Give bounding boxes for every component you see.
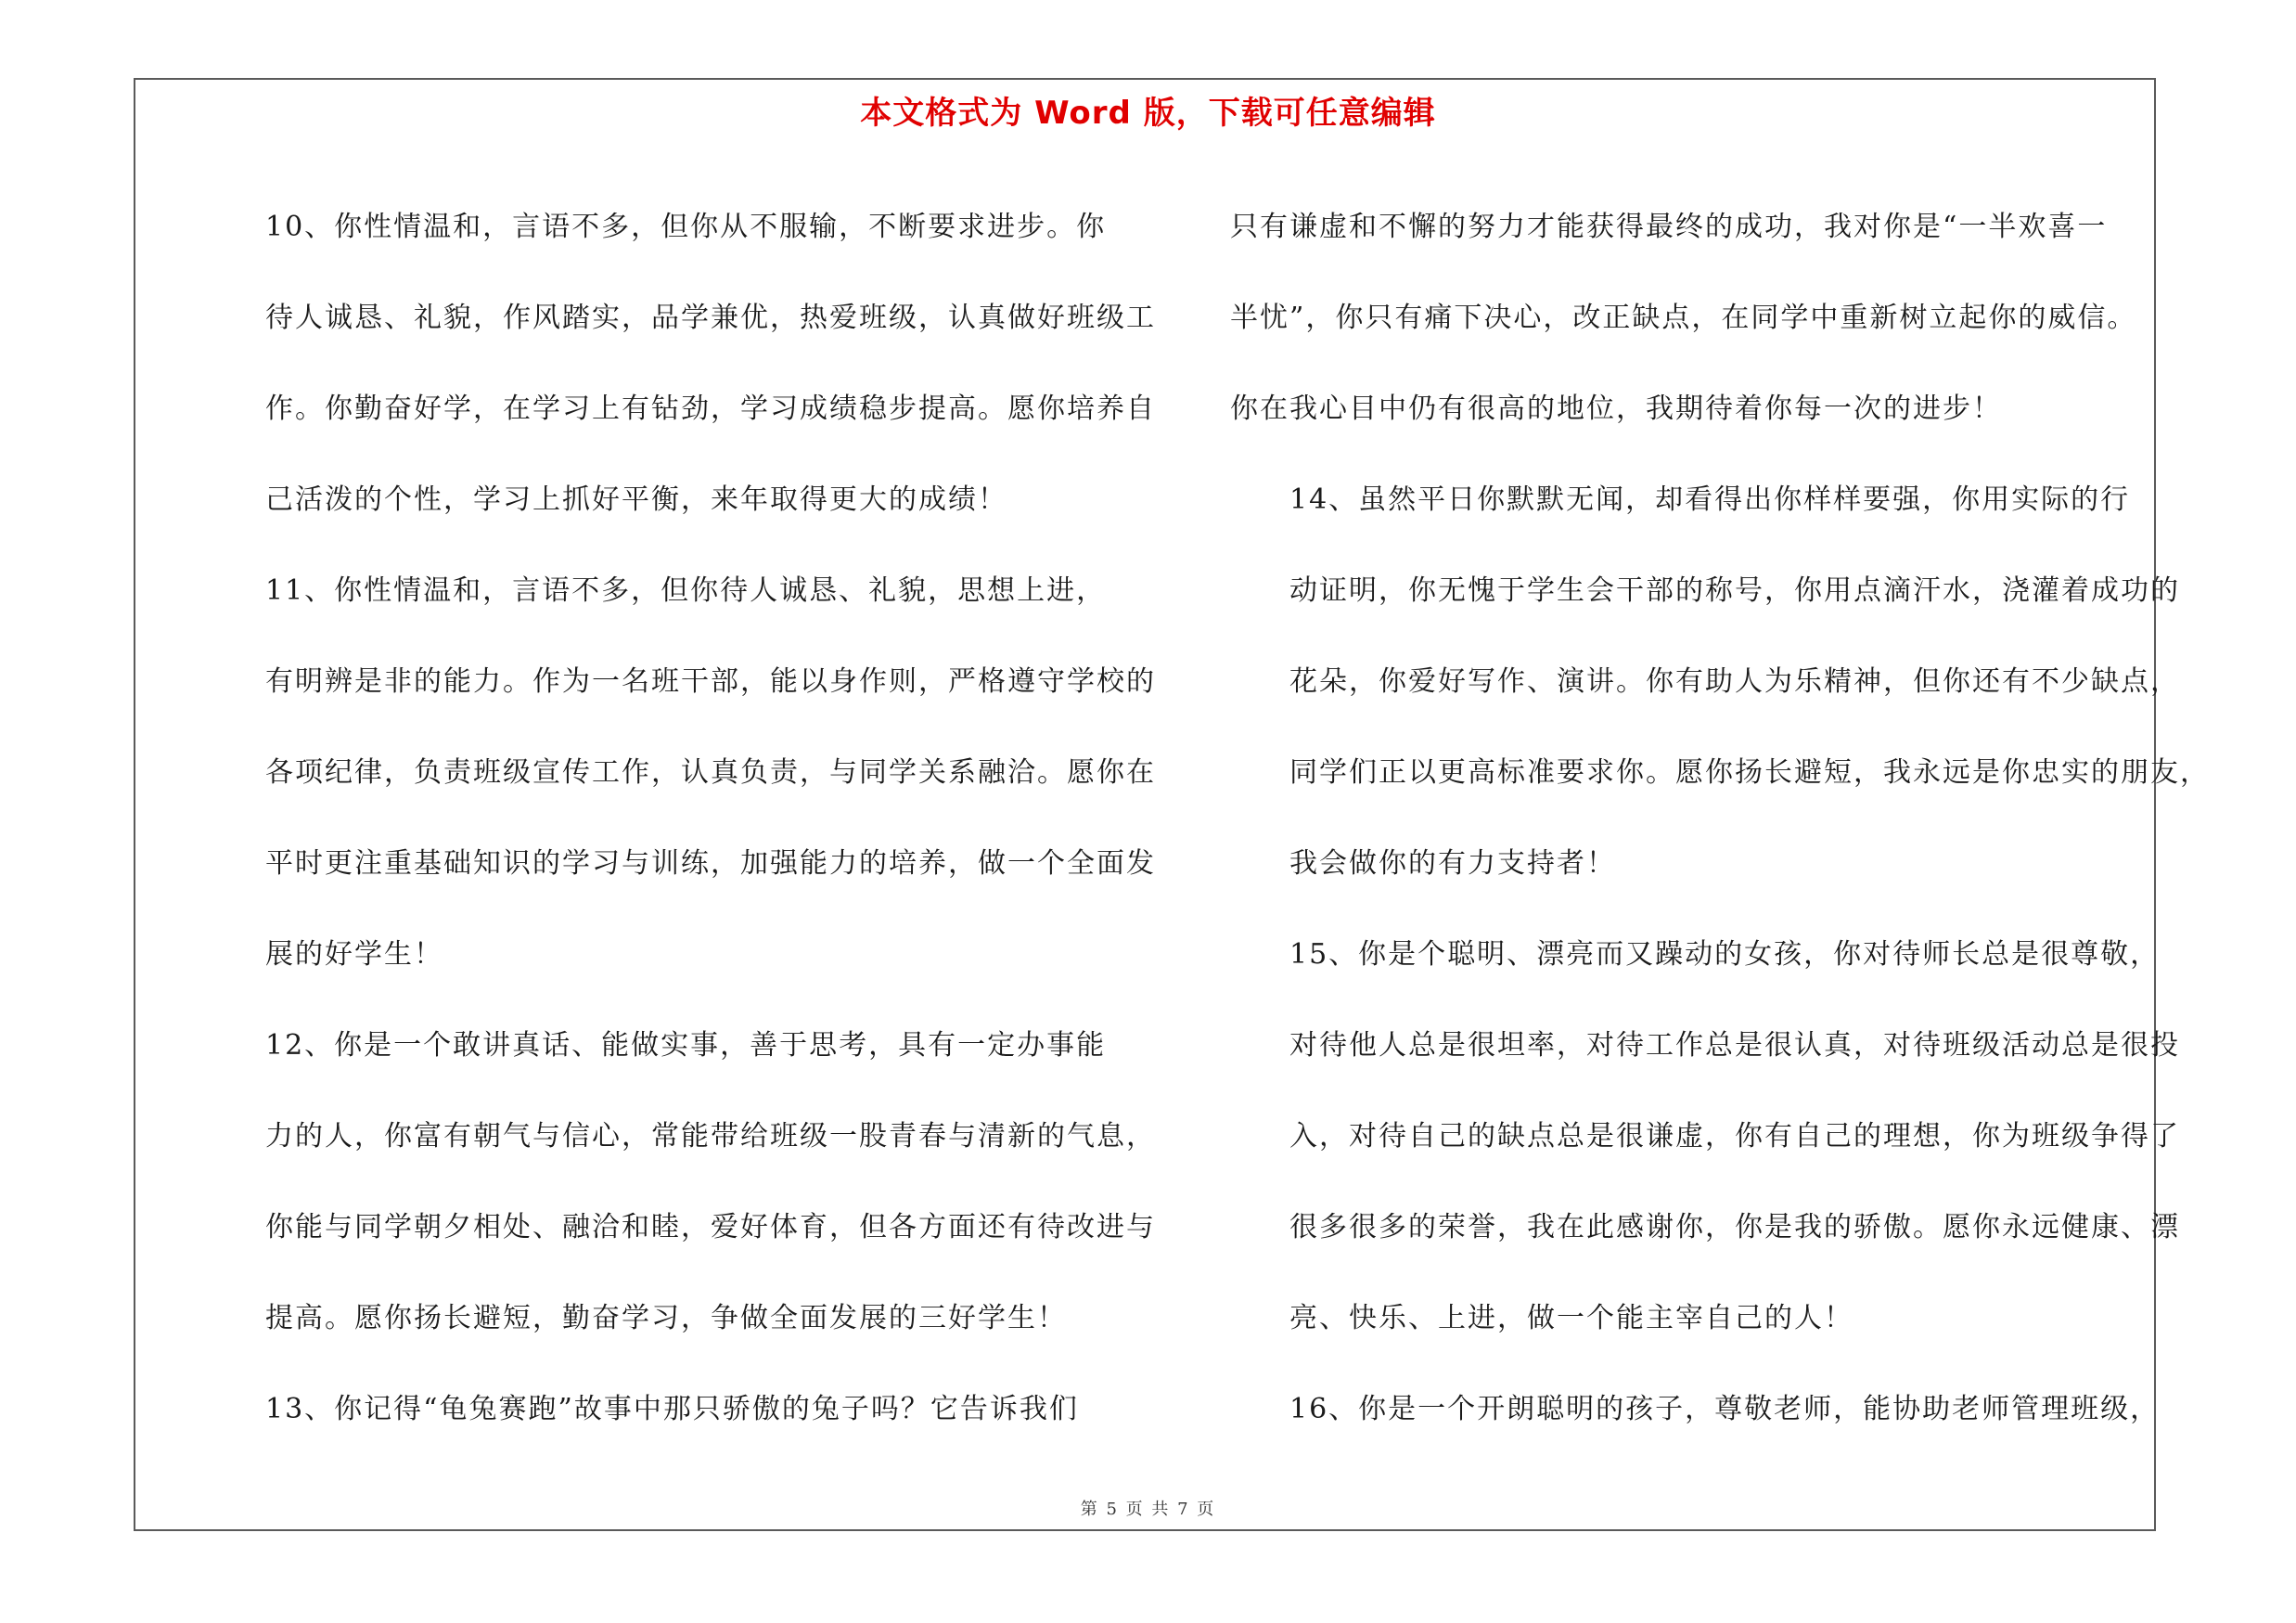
text-line: 12、你是一个敢讲真话、能做实事，善于思考，具有一定办事能	[265, 1029, 1107, 1062]
text-line: 很多很多的荣誉，我在此感谢你，你是我的骄傲。愿你永远健康、漂	[1289, 1211, 2180, 1243]
text-line: 你能与同学朝夕相处、融洽和睦，爱好体育，但各方面还有待改进与	[265, 1211, 1156, 1243]
comment-paragraph	[1230, 909, 2180, 1364]
comment-paragraph	[206, 1000, 1156, 1364]
left-column	[206, 182, 1156, 1455]
text-line: 动证明，你无愧于学生会干部的称号，你用点滴汗水，浇灌着成功的	[1289, 574, 2180, 607]
text-line: 你在我心目中仍有很高的地位，我期待着你每一次的进步！	[1230, 393, 2002, 425]
text-line: 展的好学生！	[265, 938, 443, 971]
comment-paragraph	[1230, 1364, 2161, 1455]
right-column	[1230, 182, 2210, 1455]
text-line: 同学们正以更高标准要求你。愿你扬长避短，我永远是你忠实的朋友，	[1289, 756, 2210, 789]
text-line: 作。你勤奋好学，在学习上有钻劲，学习成绩稳步提高。愿你培养自	[265, 393, 1156, 425]
text-line: 亮、快乐、上进，做一个能主宰自己的人！	[1289, 1302, 1853, 1334]
text-line: 10、你性情温和，言语不多，但你从不服输，不断要求进步。你	[265, 211, 1107, 243]
text-line: 半忧”，你只有痛下决心，改正缺点，在同学中重新树立起你的威信。	[1230, 302, 2137, 334]
comment-paragraph	[206, 1364, 1124, 1455]
comment-paragraph	[206, 546, 1156, 1000]
text-line: 对待他人总是很坦率，对待工作总是很认真，对待班级活动总是很投	[1289, 1029, 2180, 1062]
text-line: 己活泼的个性，学习上抓好平衡，来年取得更大的成绩！	[265, 483, 1007, 516]
page-number-footer: 第 5 页 共 7 页	[1080, 1500, 1216, 1519]
text-line: 平时更注重基础知识的学习与训练，加强能力的培养，做一个全面发	[265, 847, 1156, 880]
text-line: 各项纪律，负责班级宣传工作，认真负责，与同学关系融洽。愿你在	[265, 756, 1156, 789]
text-line: 待人诚恳、礼貌，作风踏实，品学兼优，热爱班级，认真做好班级工	[265, 302, 1156, 334]
text-line: 只有谦虚和不懈的努力才能获得最终的成功，我对你是“一半欢喜一	[1230, 211, 2108, 243]
text-line: 15、你是个聪明、漂亮而又躁动的女孩，你对待师长总是很尊敬，	[1289, 938, 2161, 971]
comment-paragraph	[1230, 182, 2158, 455]
comment-paragraph	[206, 182, 1156, 546]
text-line: 有明辨是非的能力。作为一名班干部，能以身作则，严格遵守学校的	[265, 665, 1156, 698]
comment-paragraph	[1230, 455, 2210, 909]
text-line: 13、你记得“龟兔赛跑”故事中那只骄傲的兔子吗？它告诉我们	[265, 1393, 1079, 1425]
text-line: 11、你性情温和，言语不多，但你待人诚恳、礼貌，思想上进，	[265, 574, 1107, 607]
format-notice-banner: 本文格式为 Word 版，下载可任意编辑	[860, 95, 1436, 132]
text-line: 力的人，你富有朝气与信心，常能带给班级一股青春与清新的气息，	[265, 1120, 1156, 1153]
text-line: 花朵，你爱好写作、演讲。你有助人为乐精神，但你还有不少缺点，	[1289, 665, 2180, 698]
text-line: 入，对待自己的缺点总是很谦虚，你有自己的理想，你为班级争得了	[1289, 1120, 2180, 1153]
text-line: 我会做你的有力支持者！	[1289, 847, 1616, 880]
text-line: 提高。愿你扬长避短，勤奋学习，争做全面发展的三好学生！	[265, 1302, 1067, 1334]
text-line: 14、虽然平日你默默无闻，却看得出你样样要强，你用实际的行	[1289, 483, 2131, 516]
text-line: 16、你是一个开朗聪明的孩子，尊敬老师，能协助老师管理班级，	[1289, 1393, 2161, 1425]
